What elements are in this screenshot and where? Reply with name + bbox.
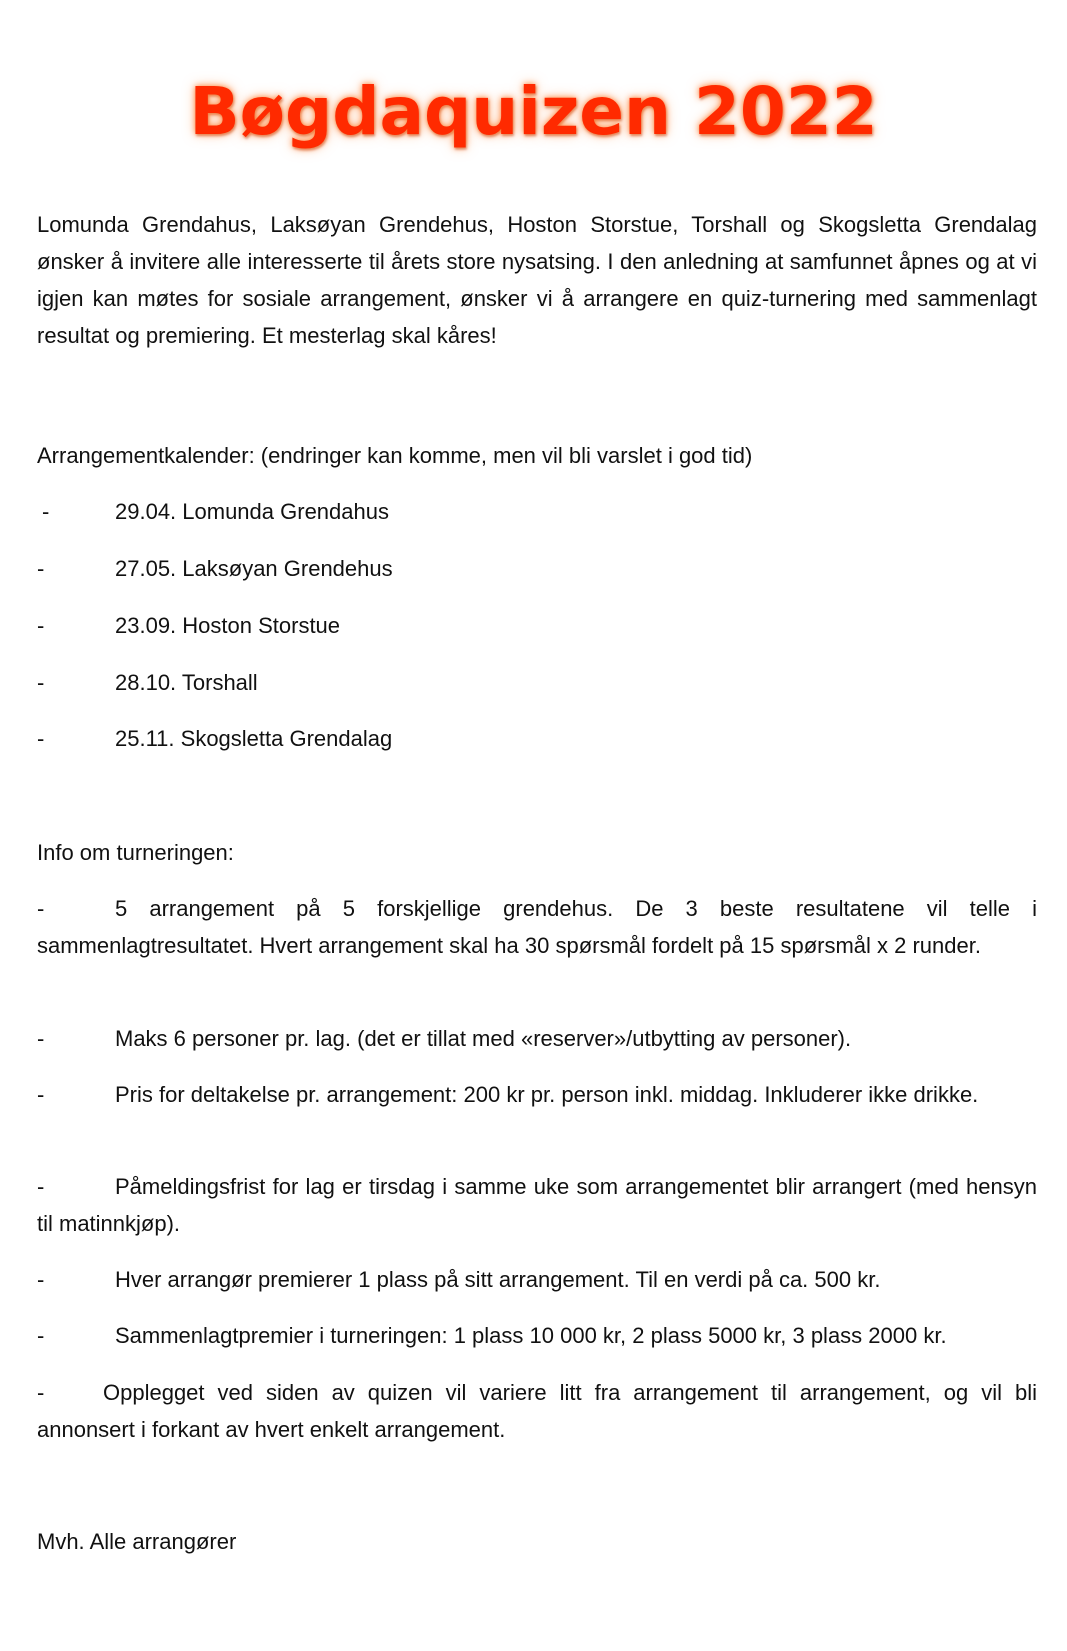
calendar-item-text: 23.09. Hoston Storstue [115, 613, 341, 638]
calendar-item-text: 28.10. Torshall [115, 670, 258, 695]
info-item-text: Sammenlagtpremier i turneringen: 1 plass 10 000 kr, 2 plass 5000 kr, 3 plass 2000 kr. [115, 1323, 947, 1348]
list-dash: - [37, 1174, 45, 1199]
calendar-heading: Arrangementkalender: (endringer kan komme, men vil bli varslet i god tid) [37, 443, 753, 468]
info-item-text: Pris for deltakelse pr. arrangement: 200 kr pr. person inkl. middag. Inkluderer ikke drikke. [115, 1082, 979, 1107]
list-dash: - [37, 1380, 45, 1405]
info-item [37, 890, 1037, 964]
list-dash: - [37, 670, 45, 695]
signoff: Mvh. Alle arrangører [37, 1529, 237, 1554]
info-item-text: Opplegget ved siden av quizen vil variere litt fra arrangement til arrangement, og vil bli annonsert i forkant av hvert enkelt arrangement. [37, 1380, 1037, 1442]
info-item [37, 1374, 1037, 1448]
info-item [37, 1076, 1037, 1113]
info-item [37, 1317, 1037, 1354]
info-item-text: 5 arrangement på 5 forskjellige grendehus. De 3 beste resultatene vil telle i sammenlagtresultatet. Hvert arrangement skal ha 30 spørsmål fordelt på 15 spørsmål x 2 runder. [37, 896, 1037, 958]
info-heading: Info om turneringen: [37, 840, 234, 865]
info-item [37, 1020, 1037, 1057]
list-dash: - [37, 556, 45, 581]
info-item-text: Hver arrangør premierer 1 plass på sitt arrangement. Til en verdi på ca. 500 kr. [115, 1267, 881, 1292]
list-dash: - [37, 1323, 45, 1348]
intro-paragraph: Lomunda Grendahus, Laksøyan Grendehus, Hoston Storstue, Torshall og Skogsletta Grendalag ønsker å invitere alle interesserte til årets store nysatsing. I den anledning at samfunnet åpnes og at vi igjen kan møtes for sosiale arrangement, ønsker vi å arrangere en quiz-turnering med sammenlagt resultat og premiering. Et mesterlag skal kåres! [37, 212, 1037, 348]
calendar-item-text: 27.05. Laksøyan Grendehus [115, 556, 393, 581]
info-item-text: Påmeldingsfrist for lag er tirsdag i samme uke som arrangementet blir arrangert (med hensyn til matinnkjøp). [37, 1174, 1037, 1236]
list-dash: - [37, 896, 45, 921]
list-dash: - [37, 613, 45, 638]
info-item [37, 1168, 1037, 1242]
calendar-item-text: 29.04. Lomunda Grendahus [115, 499, 389, 524]
list-dash: - [37, 1082, 45, 1107]
info-item-text: Maks 6 personer pr. lag. (det er tillat med «reserver»/utbytting av personer). [115, 1026, 852, 1051]
info-item [37, 1261, 1037, 1298]
list-dash: - [37, 726, 45, 751]
calendar-item-text: 25.11. Skogsletta Grendalag [115, 726, 393, 751]
document-title: Bøgdaquizen 2022 [189, 73, 878, 150]
list-dash: - [37, 1267, 45, 1292]
list-dash: - [37, 1026, 45, 1051]
list-dash: - [42, 499, 50, 524]
